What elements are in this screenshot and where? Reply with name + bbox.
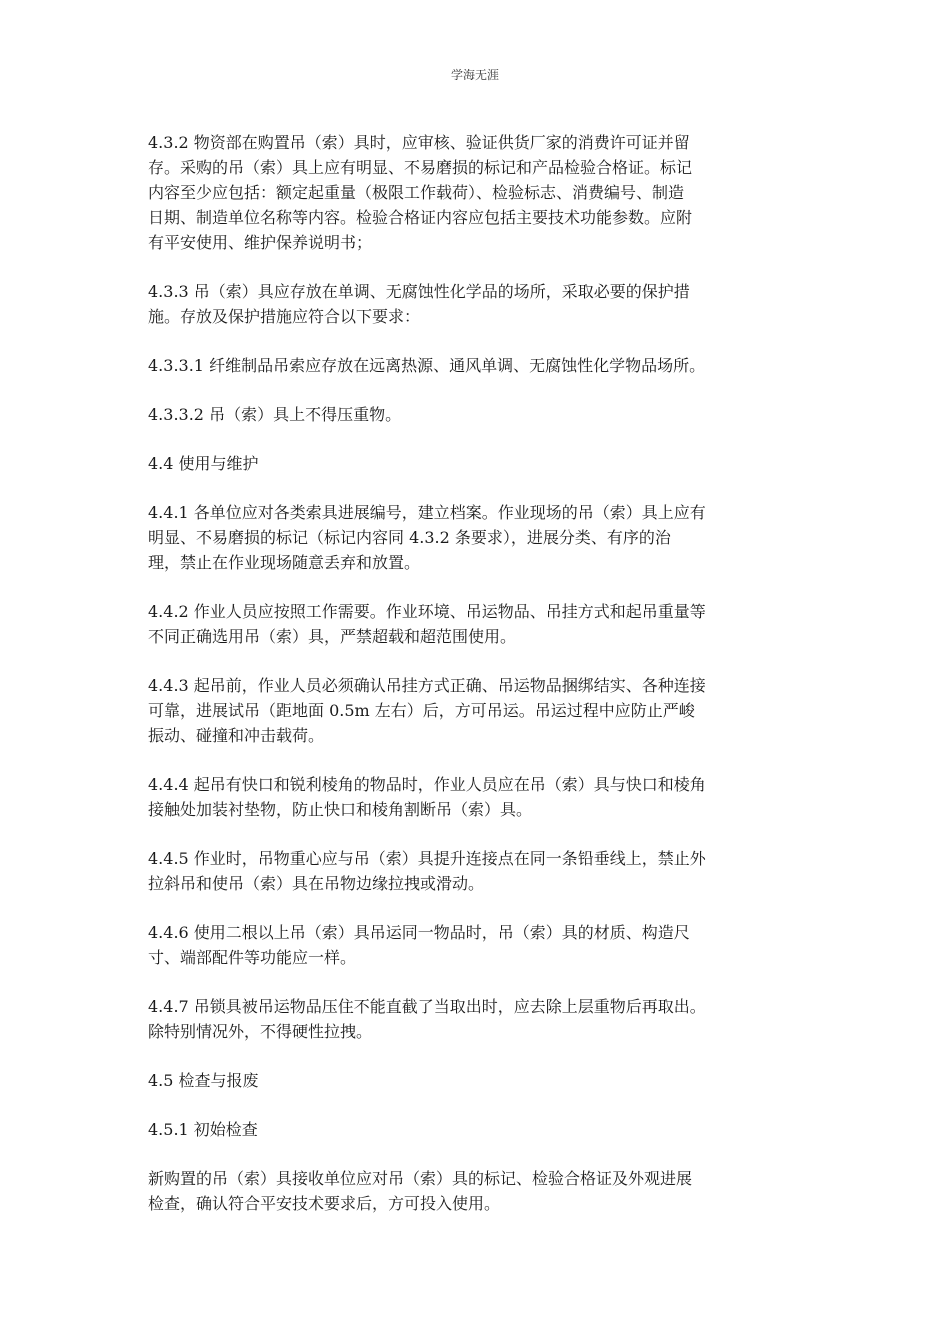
page-header: 学海无涯: [450, 68, 499, 82]
paragraph: [148, 451, 808, 476]
paragraph-line: 4.5.1 初始检查: [148, 1120, 258, 1139]
paragraph: [148, 279, 808, 329]
paragraph-line: 有平安使用、维护保养说明书；: [148, 233, 373, 252]
paragraph-line: 4.4.7 吊锁具被吊运物品压住不能直截了当取出时，应去除上层重物后再取出。: [148, 997, 706, 1016]
paragraph: [148, 353, 808, 378]
paragraph: [148, 772, 808, 822]
paragraph-line: 日期、制造单位名称等内容。检验合格证内容应包括主要技术功能参数。应附: [148, 208, 693, 227]
paragraph-line: 4.3.3.1 纤维制品吊索应存放在远离热源、通风单调、无腐蚀性化学物品场所。: [148, 356, 706, 375]
paragraph-line: 寸、端部配件等功能应一样。: [148, 948, 357, 967]
paragraph: [148, 994, 808, 1044]
paragraph-line: 4.4.1 各单位应对各类索具进展编号，建立档案。作业现场的吊（索）具上应有: [148, 503, 706, 522]
paragraph: [148, 1166, 808, 1216]
paragraph: [148, 1068, 808, 1093]
paragraph-line: 存。采购的吊（索）具上应有明显、不易磨损的标记和产品检验合格证。标记: [148, 158, 693, 177]
paragraph-line: 4.4.5 作业时，吊物重心应与吊（索）具提升连接点在同一条铅垂线上，禁止外: [148, 849, 706, 868]
paragraph-line: 4.4.4 起吊有快口和锐利棱角的物品时，作业人员应在吊（索）具与快口和棱角: [148, 775, 706, 794]
paragraph-line: 4.5 检查与报废: [148, 1071, 259, 1090]
paragraph-line: 施。存放及保护措施应符合以下要求：: [148, 307, 421, 326]
paragraph-line: 拉斜吊和使吊（索）具在吊物边缘拉拽或滑动。: [148, 874, 485, 893]
paragraph-line: 新购置的吊（索）具接收单位应对吊（索）具的标记、检验合格证及外观进展: [148, 1169, 693, 1188]
paragraph: [148, 673, 808, 748]
document-body: [148, 130, 808, 1240]
paragraph: [148, 500, 808, 575]
paragraph-line: 不同正确选用吊（索）具，严禁超载和超范围使用。: [148, 627, 517, 646]
paragraph-line: 振动、碰撞和冲击载荷。: [148, 726, 325, 745]
paragraph: [148, 130, 808, 255]
paragraph-line: 4.4.6 使用二根以上吊（索）具吊运同一物品时，吊（索）具的材质、构造尺: [148, 923, 690, 942]
paragraph-line: 4.4 使用与维护: [148, 454, 259, 473]
paragraph-line: 接触处加装衬垫物，防止快口和棱角割断吊（索）具。: [148, 800, 533, 819]
paragraph-line: 4.4.3 起吊前，作业人员必须确认吊挂方式正确、吊运物品捆绑结实、各种连接: [148, 676, 706, 695]
paragraph-line: 4.3.3 吊（索）具应存放在单调、无腐蚀性化学品的场所，采取必要的保护措: [148, 282, 690, 301]
paragraph: [148, 402, 808, 427]
paragraph: [148, 1117, 808, 1142]
paragraph: [148, 846, 808, 896]
paragraph-line: 明显、不易磨损的标记（标记内容同 4.3.2 条要求），进展分类、有序的治: [148, 528, 671, 547]
paragraph-line: 检查，确认符合平安技术要求后，方可投入使用。: [148, 1194, 501, 1213]
paragraph-line: 4.3.2 物资部在购置吊（索）具时，应审核、验证供货厂家的消费许可证并留: [148, 133, 690, 152]
paragraph-line: 内容至少应包括：额定起重量（极限工作载荷）、检验标志、消费编号、制造: [148, 183, 685, 202]
paragraph-line: 除特别情况外，不得硬性拉拽。: [148, 1022, 373, 1041]
paragraph-line: 可靠，进展试吊（距地面 0.5m 左右）后，方可吊运。吊运过程中应防止严峻: [148, 701, 695, 720]
paragraph-line: 理，禁止在作业现场随意丢弃和放置。: [148, 553, 421, 572]
paragraph: [148, 599, 808, 649]
paragraph-line: 4.3.3.2 吊（索）具上不得压重物。: [148, 405, 402, 424]
paragraph: [148, 920, 808, 970]
paragraph-line: 4.4.2 作业人员应按照工作需要。作业环境、吊运物品、吊挂方式和起吊重量等: [148, 602, 706, 621]
